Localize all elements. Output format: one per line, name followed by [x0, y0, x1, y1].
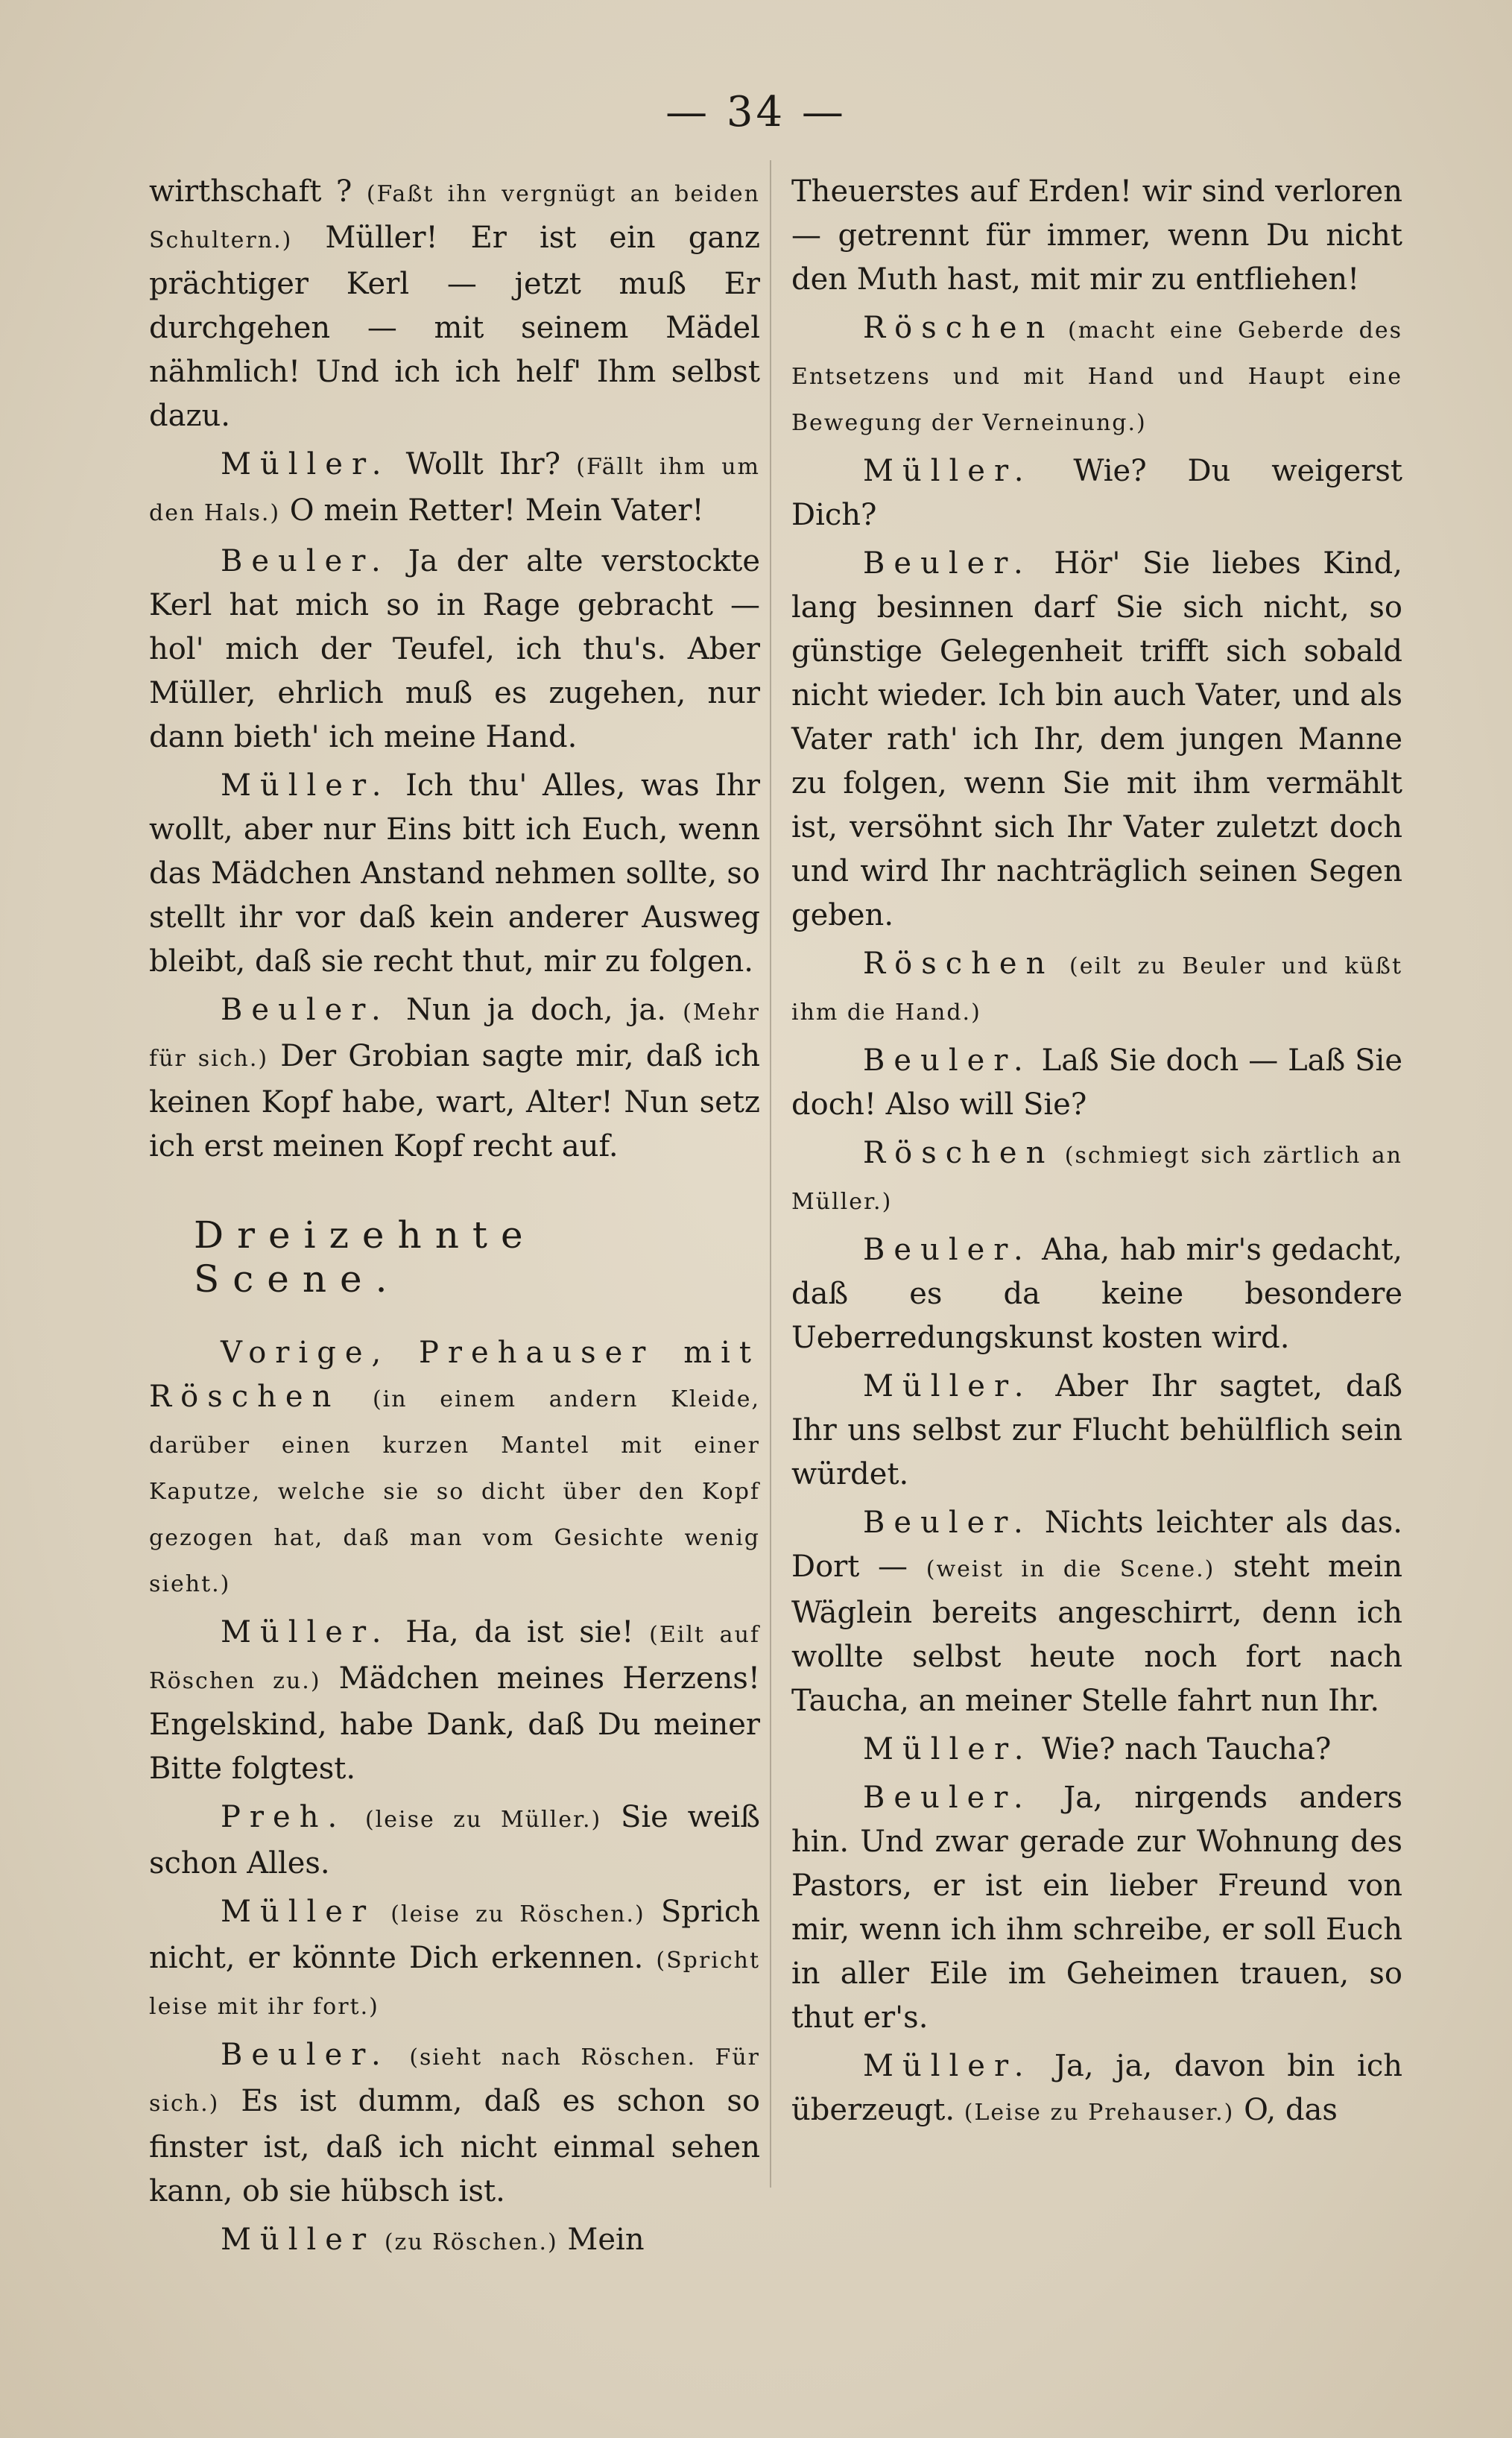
speaker-name: Müller.	[863, 2049, 1033, 2083]
stage-direction: (zu Röschen.)	[384, 2229, 558, 2255]
speech-paragraph	[149, 988, 760, 1169]
speaker-name: Beuler.	[863, 1506, 1032, 1540]
speech-paragraph	[149, 1796, 760, 1886]
speaker-name: Röschen	[863, 947, 1054, 981]
left-column	[149, 170, 760, 2269]
speaker-name: Müller.	[863, 454, 1033, 488]
speech-paragraph	[149, 1611, 760, 1791]
speech-paragraph	[149, 1331, 760, 1606]
text-run: Wie? Du weigerst Dich?	[791, 454, 1402, 532]
text-run: Der Grobian sagte mir, daß ich keinen Kopf habe, wart, Alter! Nun setz ich erst meinen Kopf recht auf.	[149, 1039, 761, 1163]
speaker-name: Beuler.	[863, 546, 1032, 581]
speech-paragraph	[791, 1776, 1402, 2040]
continued-paragraph	[149, 170, 760, 438]
stage-direction: (Eilt auf Röschen zu.)	[149, 1622, 760, 1694]
speech-paragraph	[149, 443, 760, 535]
text-run: Ha, da ist sie!	[390, 1615, 650, 1649]
text-run: Mädchen meines Herzens! Engelskind, habe Dank, daß Du meiner Bitte folgtest.	[149, 1661, 760, 1786]
right-column	[791, 170, 1402, 2139]
text-run	[375, 2223, 385, 2257]
stage-direction: (macht eine Geberde des Entsetzens und mit Hand und Haupt eine Bewegung der Verneinung.)	[791, 318, 1402, 436]
stage-direction: (Spricht leise mit ihr fort.)	[149, 1948, 760, 2020]
text-run: Aha, hab mir's gedacht, daß es da keine besondere Ueberredungskunst kosten wird.	[791, 1233, 1402, 1355]
speech-paragraph	[791, 542, 1402, 938]
text-run: wirthschaft ?	[149, 174, 367, 209]
speaker-name: Beuler.	[863, 1781, 1032, 1815]
speaker-name: Müller.	[221, 768, 390, 803]
speaker-name: Preh.	[221, 1800, 347, 1834]
speech-paragraph	[149, 540, 760, 759]
text-run	[346, 1800, 365, 1834]
text-run: steht mein Wäglein bereits angeschirrt, denn ich wollte selbst heute noch fort nach Taucha, an meiner Stelle fahrt nun Ihr.	[791, 1550, 1402, 1718]
stage-direction: (weist in die Scene.)	[926, 1556, 1215, 1582]
speaker-name: Beuler.	[221, 544, 390, 578]
text-run: Hör' Sie liebes Kind, lang besinnen darf Sie sich nicht, so günstige Gelegenheit trifft sich sobald nicht wieder. Ich bin auch Vater, und als Vater rath' ich Ihr, dem jungen Manne zu folgen, wenn Sie mit ihm vermählt ist, versöhnt sich Ihr Vater zuletzt doch und wird Ihr nachträglich seinen Segen geben.	[791, 546, 1402, 932]
speech-paragraph	[791, 1728, 1402, 1772]
speech-paragraph	[791, 1501, 1402, 1723]
speaker-name: Vorige, Prehauser mit Röschen	[149, 1336, 760, 1414]
speech-paragraph	[149, 1890, 760, 2029]
text-run: Sie weiß schon Alles.	[149, 1800, 761, 1880]
speech-paragraph	[791, 1365, 1402, 1497]
speaker-name: Müller.	[863, 1732, 1033, 1766]
text-run: Wollt Ihr?	[390, 447, 577, 481]
speech-paragraph	[149, 2033, 760, 2214]
speaker-name: Müller.	[863, 1369, 1033, 1403]
stage-direction: (schmiegt sich zärtlich an Müller.)	[791, 1143, 1402, 1215]
text-run: Dreizehnte Scene.	[194, 1213, 537, 1301]
text-run: Es ist dumm, daß es schon so finster ist, daß ich nicht einmal sehen kann, ob sie hübsch ist.	[149, 2084, 760, 2208]
stage-direction: (leise zu Müller.)	[364, 1807, 602, 1833]
speaker-name: Beuler.	[221, 2038, 390, 2072]
speaker-name: Müller	[221, 1895, 376, 1929]
scene-heading	[194, 1213, 760, 1301]
text-run: Ja der alte verstockte Kerl hat mich so in Rage gebracht — hol' mich der Teufel, ich thu's. Aber Müller, ehrlich muß es zugehen, nur dann bieth' ich meine Hand.	[149, 544, 760, 754]
stage-direction: (in einem andern Kleide, darüber einen kurzen Mantel mit einer Kaputze, welche sie so dicht über den Kopf gezogen hat, daß man vom Gesichte wenig sieht.)	[149, 1386, 760, 1597]
speech-paragraph	[791, 306, 1402, 445]
stage-direction: (sieht nach Röschen. Für sich.)	[149, 2044, 760, 2117]
speaker-name: Beuler.	[863, 1043, 1032, 1078]
text-run	[390, 2038, 410, 2072]
text-run: O, das	[1234, 2093, 1338, 2127]
stage-direction: (eilt zu Beuler und küßt ihm die Hand.)	[791, 953, 1402, 1026]
speaker-name: Beuler.	[863, 1233, 1032, 1267]
text-run: Aber Ihr sagtet, daß Ihr uns selbst zur Flucht behülflich sein würdet.	[791, 1369, 1402, 1491]
text-run: Nichts leichter als das. Dort —	[791, 1506, 1402, 1584]
speech-paragraph	[791, 449, 1402, 537]
column-divider	[770, 160, 771, 2188]
speech-paragraph	[791, 2044, 1402, 2135]
speech-paragraph	[149, 764, 760, 984]
text-run	[375, 1895, 390, 1929]
text-run: Ich thu' Alles, was Ihr wollt, aber nur Eins bitt ich Euch, wenn das Mädchen Anstand nehmen sollte, so stellt ihr vor daß kein anderer Ausweg bleibt, daß sie recht thut, mir zu folgen.	[149, 768, 760, 979]
text-run: Ja, ja, davon bin ich überzeugt.	[791, 2049, 1402, 2127]
text-run: Nun ja doch, ja.	[389, 993, 683, 1027]
stage-direction: (Fällt ihm um den Hals.)	[149, 454, 760, 526]
text-run: Laß Sie doch — Laß Sie doch! Also will Sie?	[791, 1043, 1402, 1122]
speech-paragraph	[791, 1228, 1402, 1360]
stage-direction: (Leise zu Prehauser.)	[964, 2100, 1235, 2126]
text-run: O mein Retter! Mein Vater!	[280, 493, 704, 528]
text-run: Theuerstes auf Erden! wir sind verloren — getrennt für immer, wenn Du nicht den Muth hast, mit mir zu entfliehen!	[791, 174, 1402, 297]
speaker-name: Röschen	[863, 311, 1054, 345]
text-run: Wie? nach Taucha?	[1032, 1732, 1332, 1766]
speech-paragraph	[791, 1039, 1402, 1127]
text-run: Müller! Er ist ein ganz prächtiger Kerl — jetzt muß Er durchgehen — mit seinem Mädel nähmlich! Und ich ich helf' Ihm selbst dazu.	[149, 221, 760, 433]
speech-paragraph	[791, 1131, 1402, 1224]
stage-direction: (leise zu Röschen.)	[390, 1901, 645, 1927]
speaker-name: Müller.	[221, 1615, 390, 1649]
speaker-name: Müller.	[221, 447, 390, 481]
text-run: Ja, nirgends anders hin. Und zwar gerade zur Wohnung des Pastors, er ist ein lieber Freund von mir, wenn ich ihm schreibe, er soll Euch in aller Eile im Geheimen trauen, so thut er's.	[791, 1781, 1402, 2035]
page-number: — 34 —	[665, 88, 847, 136]
speech-paragraph	[791, 942, 1402, 1035]
text-run: Sprich nicht, er könnte Dich erkennen.	[149, 1895, 760, 1975]
speaker-name: Röschen	[863, 1136, 1054, 1170]
stage-direction: (Mehr für sich.)	[149, 999, 760, 1072]
text-run: Mein	[557, 2223, 645, 2257]
continued-paragraph	[791, 170, 1402, 302]
stage-direction: (Faßt ihn vergnügt an beiden Schultern.)	[149, 181, 760, 253]
speaker-name: Müller	[221, 2223, 376, 2257]
speech-paragraph	[149, 2218, 760, 2264]
speaker-name: Beuler.	[221, 993, 390, 1027]
